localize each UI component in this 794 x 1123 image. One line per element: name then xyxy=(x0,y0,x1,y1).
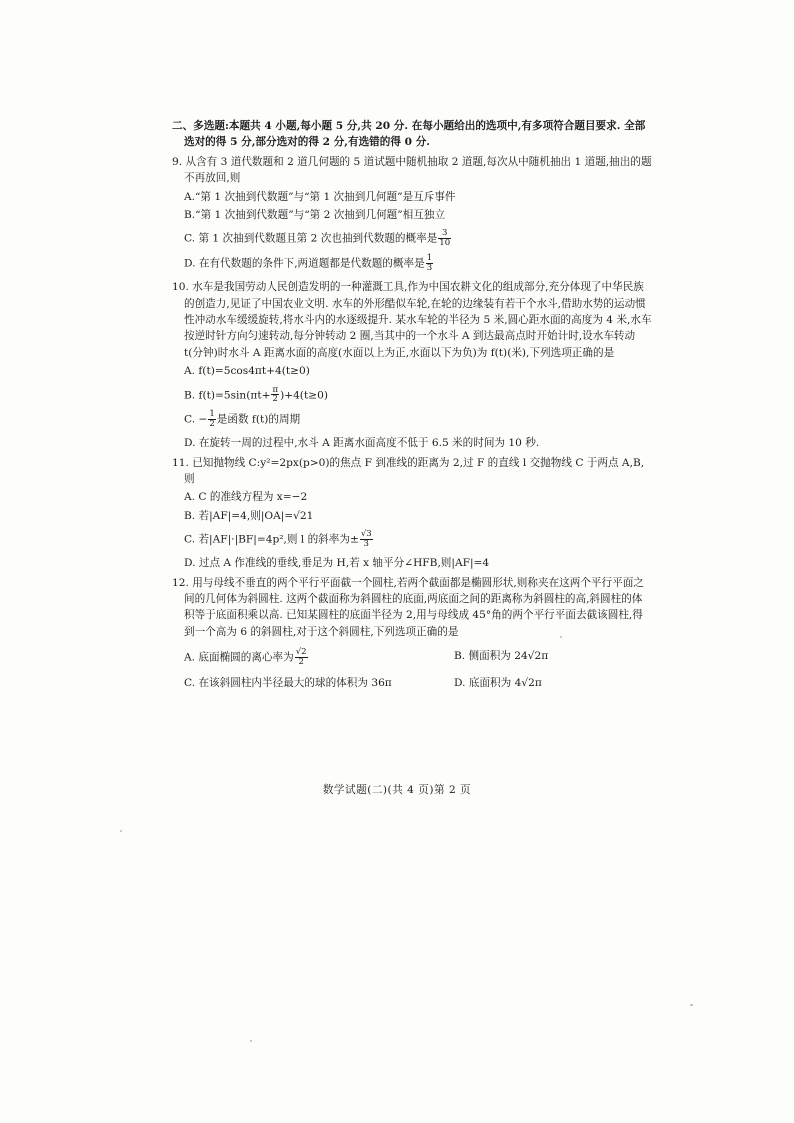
fraction xyxy=(295,648,308,667)
fraction xyxy=(208,410,215,429)
question-10-option-c xyxy=(172,410,652,429)
question-12-option-c: C. 在该斜圆柱内半径最大的球的体积为 36π xyxy=(184,677,392,689)
fraction-denominator: 2 xyxy=(272,394,278,405)
question-9 xyxy=(172,154,652,273)
option-text: 是函数 f(t)的周期 xyxy=(216,413,301,426)
question-11-option-a: A. C 的准线方程为 x=−2 xyxy=(184,491,308,504)
option-text: D. 在有代数题的条件下,两道题都是代数题的概率是 xyxy=(184,257,425,270)
question-10-option-a: A. f(t)=5cos4πt+4(t≥0) xyxy=(184,365,310,378)
question-12-option-b: B. 侧面积为 24√2π xyxy=(454,650,549,663)
question-11-option-b: B. 若|AF|=4,则|OA|=√21 xyxy=(184,509,314,522)
fraction-numerator: 1 xyxy=(426,253,433,264)
question-10-option-b xyxy=(172,386,652,405)
option-text: B. f(t)=5sin(πt+ xyxy=(184,388,271,401)
fraction-denominator: 3 xyxy=(426,263,433,274)
fraction xyxy=(438,229,451,248)
question-12-options-row-2 xyxy=(172,675,652,691)
fraction-denominator: 2 xyxy=(298,657,304,668)
fraction-numerator: 3 xyxy=(438,229,451,239)
question-9-option-b: B.“第 1 次抽到代数题”与“第 2 次抽到几何题”相互独立 xyxy=(184,209,446,222)
section-title: 二、多选题:本题共 4 小题,每小题 5 分,共 20 分. 在每小题给出的选项中,有多项符合题目要求. 全部选对的得 5 分,部分选对的得 2 分,有选错的得 0 分. xyxy=(172,120,646,149)
question-11-option-c xyxy=(172,530,652,549)
fraction-denominator: 3 xyxy=(363,539,369,550)
fraction-numerator: √3 xyxy=(360,529,372,540)
scan-speck xyxy=(250,1040,252,1042)
option-text: C. − xyxy=(184,413,208,426)
fraction xyxy=(360,530,373,549)
question-12-option-a xyxy=(184,648,454,667)
fraction-denominator: 10 xyxy=(439,238,451,249)
question-12 xyxy=(172,575,652,692)
question-12-option-d: D. 底面积为 4√2π xyxy=(454,677,542,689)
question-10-stem: 10. 水车是我国劳动人民创造发明的一种灌溉工具,作为中国农耕文化的组成部分,充分体现了中华民族的创造力,见证了中国农业文明. 水车的外形酷似车轮,在轮的边缘装有若干个水斗,借助水势的运动惯性冲动水车缓缓旋转,将水斗内的水逐级提升. 某水车轮的半径为 5 米,圆心距水面的高度为 4 米,水车按逆时针方向匀速转动,每分钟转动 2 圈,当其中的一个水斗 A 到达最高点时开始计时,设水车转动 t(分钟)时水斗 A 距离水面的高度(水面以上为正,水面以下为负)为 f(t)(米),下列选项正确的是 xyxy=(172,281,652,359)
fraction-numerator: 1 xyxy=(209,409,215,420)
question-11-option-d: D. 过点 A 作准线的垂线,垂足为 H,若 x 轴平分∠HFB,则|AF|=4 xyxy=(184,557,490,570)
question-9-option-c xyxy=(172,229,652,248)
question-9-option-a: A.“第 1 次抽到代数题”与“第 1 次抽到几何题”是互斥事件 xyxy=(184,190,456,203)
exam-content xyxy=(172,118,652,699)
question-12-options-row-1 xyxy=(172,648,652,667)
fraction-numerator: π xyxy=(272,384,279,395)
fraction xyxy=(271,386,279,405)
option-text: C. 第 1 次抽到代数题且第 2 次也抽到代数题的概率是 xyxy=(184,232,438,245)
fraction xyxy=(426,254,433,273)
question-12-stem: 12. 用与母线不垂直的两个平行平面截一个圆柱,若两个截面都是椭圆形状,则称夹在这两个平行平面之间的几何体为斜圆柱. 这两个截面称为斜圆柱的底面,两底面之间的距离称为斜圆柱的高,斜圆柱的体积等于底面积乘以高. 已知某圆柱的底面半径为 2,用与母线成 45°角的两个平行平面去截该圆柱,得到一个高为 6 的斜圆柱,对于这个斜圆柱,下列选项正确的是 xyxy=(172,576,644,638)
question-11 xyxy=(172,455,652,572)
question-9-stem: 9. 从含有 3 道代数题和 2 道几何题的 5 道试题中随机抽取 2 道题,每次从中随机抽出 1 道题,抽出的题不再放回,则 xyxy=(172,155,652,185)
scan-speck xyxy=(690,1004,693,1006)
fraction-numerator: √2 xyxy=(295,647,307,658)
question-10 xyxy=(172,279,652,452)
option-text: )+4(t≥0) xyxy=(280,388,328,401)
question-9-option-d xyxy=(172,254,652,273)
option-text: A. 底面椭圆的离心率为 xyxy=(184,651,294,664)
option-text: C. 若|AF|·|BF|=4p²,则 l 的斜率为± xyxy=(184,533,359,546)
scan-speck xyxy=(120,830,122,832)
question-10-option-d: D. 在旋转一周的过程中,水斗 A 距离水面高度不低于 6.5 米的时间为 10 秒. xyxy=(184,437,540,450)
page-footer: 数学试题(二)(共 4 页)第 2 页 xyxy=(322,784,472,796)
fraction-denominator: 2 xyxy=(209,419,215,430)
question-11-stem: 11. 已知抛物线 C:y²=2px(p>0)的焦点 F 到准线的距离为 2,过 F 的直线 l 交抛物线 C 于两点 A,B,则 xyxy=(172,456,645,486)
scan-speck xyxy=(560,636,562,638)
